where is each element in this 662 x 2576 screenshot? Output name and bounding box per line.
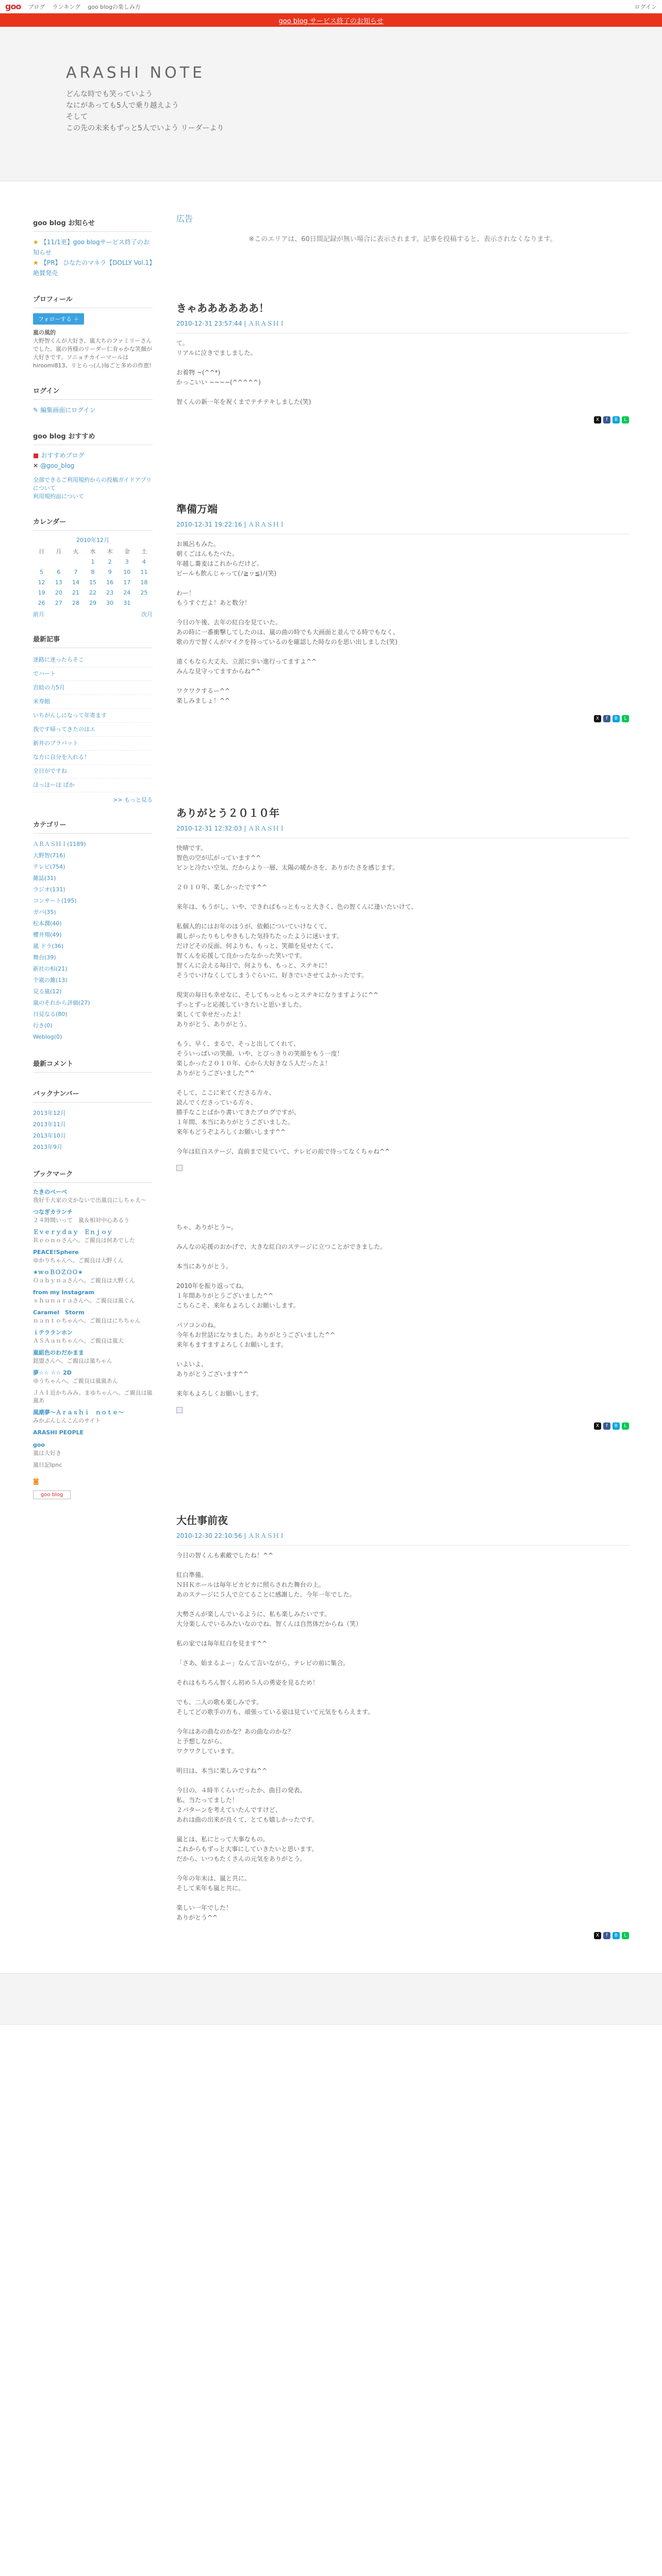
category-link[interactable]: 大野智(716) [33,852,65,859]
bookmark-description: ｓｈｕｎａｒａさんへ。ご親良は嵐ぐん [33,1297,135,1304]
bookmark-description: 嵐は大好き [33,1450,61,1456]
sidebar-recommend [33,431,153,501]
post-meta[interactable]: 2010-12-31 12:32:03 | ＡＲＡＳＨＩ [176,824,629,838]
backnumber-link[interactable]: 2013年10月 [33,1132,66,1139]
calendar-next-link[interactable]: 次月 [141,611,153,618]
calendar-day-header: 土 [141,548,147,555]
calendar-day[interactable]: 19 [38,589,45,596]
blog-post [176,501,629,722]
facebook-share-icon[interactable]: f [603,416,610,423]
category-link[interactable]: 松本潤(40) [33,920,62,927]
category-link[interactable]: 見る嵐(12) [33,988,62,995]
x-share-icon[interactable]: X [594,1932,601,1939]
sidebar-profile-title: プロフィール [33,294,153,308]
bookmark-link[interactable]: from my Instagram [33,1289,94,1296]
bookmark-description: ゆかりちゃんへ。ご親良は大野くん [33,1257,124,1264]
facebook-share-icon[interactable]: f [603,1932,610,1939]
broken-image-icon [176,1407,183,1413]
calendar-day[interactable]: 4 [142,558,146,565]
bookmark-link[interactable]: 風潮夢～Ａｒａｓｈｉ ｎｏｔｅ～ [33,1409,124,1416]
category-link[interactable]: 舞台(39) [33,954,56,961]
profile-name[interactable]: 嵐の風的 [33,329,56,336]
recommend-blog-link[interactable] [33,450,153,461]
recent-article-link[interactable]: いちがんしになって年寄ます [33,709,153,723]
category-link[interactable]: 雑誌(31) [33,875,56,882]
calendar-day[interactable]: 28 [72,599,79,606]
calendar-day-header: 月 [56,548,62,555]
recommend-icon: ■ [33,452,39,459]
sidebar-calendar-title: カレンダー [33,516,153,531]
calendar-week [33,567,153,577]
bookmark-description: Ｒｅｏｎｏさんへ。ご親良は何あでした [33,1237,135,1244]
calendar-day[interactable]: 25 [140,589,148,596]
backnumber-link[interactable]: 2013年9月 [33,1144,62,1150]
hatena-share-icon[interactable]: B [613,715,620,722]
post-meta[interactable]: 2010-12-30 22:10:56 | ＡＲＡＳＨＩ [176,1531,629,1546]
bookmark-description: Ｏａｂｙｎａさんへ。ご親良は大野くん [33,1277,135,1284]
calendar-day-header: 金 [124,548,130,555]
bookmark-link[interactable]: 嵐組色のわだかまま [33,1349,84,1356]
bookmark-link[interactable]: 夢☆☆ ☆☆ 2D [33,1369,72,1376]
calendar-prev-link[interactable]: 前月 [33,611,44,618]
line-share-icon[interactable]: L [622,416,629,423]
category-link[interactable]: コンサート(195) [33,897,77,904]
calendar-week [33,556,153,567]
x-share-icon[interactable]: X [594,416,601,423]
calendar-table [33,546,153,608]
recent-article-link[interactable]: 全日がですね [33,765,153,778]
sidebar-calendar [33,516,153,618]
calendar-day-header: 日 [39,548,45,555]
login-link[interactable]: ログイン [634,3,657,10]
category-link[interactable]: 嵐 ドラ(36) [33,943,64,950]
calendar-week [33,587,153,598]
bookmark-link[interactable]: ★ｗｏＢＯＺＯＯ★ [33,1269,83,1276]
bookmark-link[interactable]: たきのべーべ [33,1189,67,1195]
goo-blog-badge[interactable]: goo blog [33,1490,71,1499]
calendar-day [136,598,153,608]
calendar-day[interactable]: 27 [55,599,62,606]
star-icon: ★ [33,259,39,266]
category-link[interactable]: 日見なる(80) [33,1011,68,1018]
sidebar [33,217,153,1515]
line-share-icon[interactable]: L [622,715,629,722]
bookmark-description: ｎａｎｔｏちゃんへ。ご親良はにちちゃん [33,1317,141,1324]
calendar-day-header: 木 [107,548,113,555]
calendar-day[interactable]: 15 [89,579,96,586]
bookmark-description: 銘盟さんへ。ご親良は嵐ちゃん [33,1358,112,1364]
blog-post [176,805,629,1171]
line-share-icon[interactable]: L [622,1422,629,1430]
recent-article-link[interactable]: 我です帰ってきたのはエ [33,723,153,737]
calendar-day[interactable]: 10 [123,568,131,575]
bookmark-description: ゆうちゃんへ。ご親良は嵐嵐あん [33,1378,118,1384]
calendar-day[interactable]: 5 [40,568,44,575]
main-column [176,212,629,1939]
post-list [176,300,629,1939]
post-title[interactable]: ありがとう２０１０年 [176,807,279,819]
star-icon: ★ [33,239,39,246]
service-end-link[interactable]: goo blog サービス終了のお知らせ [278,17,384,25]
calendar-day[interactable]: 24 [123,589,131,596]
blog-description-line: なにがあっても5人で乗り越えよう [66,101,179,110]
sidebar-notice-item-label: 【11/1更】goo blogサービス終了のお知らせ [33,239,150,256]
sidebar-notice-item[interactable] [33,237,153,258]
post-meta[interactable]: 2010-12-31 19:22:16 | ＡＲＡＳＨＩ [176,520,629,534]
follow-button[interactable]: フォローする ＋ [33,313,84,325]
share-buttons [176,1422,629,1430]
calendar-day-header: 水 [90,548,96,555]
sidebar-notice-title: goo blog お知らせ [33,217,153,232]
blog-title[interactable]: ARASHI NOTE [66,64,205,82]
bookmark-description: みかぶんしんこんのサイト [33,1417,101,1424]
calendar-day[interactable]: 2 [108,558,112,565]
ad-label: 広告 [176,214,193,224]
sidebar-login-title: ログイン [33,385,153,400]
edit-login-link[interactable] [33,405,153,415]
sidebar-recommend-title: goo blog おすすめ [33,431,153,445]
blog-post [176,300,629,423]
backnumber-link[interactable]: 2013年11月 [33,1121,66,1128]
category-link[interactable]: ＡＲＡＳＨＩ(1189) [33,841,86,848]
page-band [0,1973,662,2025]
blog-description-line: どんな時でも笑っていよう [66,90,153,98]
category-link[interactable]: ラジオ(131) [33,886,65,893]
bookmark-description: 我好千大家の文かないで出嵐良にしちゃえ～ [33,1197,146,1204]
post-body: 今日の智くんも素敵でしたね！^^ 紅白準備。 ＮＨＫホールは毎年ピカピカに照らされた舞台の上。 あのステージに５人で立てることに感謝した、今年一年でした。 大勢さんが楽しんでいるように、私も楽しみたいです。 大分楽しんでいるみたいなのでね、智くんは自然体だからね（笑） 私の家では毎年紅白を見ます^^ 「さあ、始まるよー」なんて言いながら、テレビの前に集合。 それはもちろん智くん初め５人の勇姿を見るため！ でも、二人の歌も楽しみです。 そしてどの歌手の方も、頑張っている姿は見ていて元気をもらえます。 今年はあの曲なのかな？あの曲なのかな？ と予想しながら、 ワクワクしています。 明日は、本当に楽しみですね^^ 今日の、４時半くらいだったか、曲目の発表。 私、当たってました！ ２パターンを考えていたんですけど、 あれは曲の出来が良くて、とても嬉しかったです。 嵐とは、私にとって大事なもの。 これからもずっと大事にしていきたいと思います。 だから、いつもたくさんの元気をありがとう。 今年の年末は、嵐と共に。 そして来年も嵐と共に。 楽しい一年でした！ ありがとう^^ [176,1552,374,1921]
sidebar-comment-title: 最新コメント [33,1058,153,1073]
x-share-icon[interactable]: X [594,1422,601,1430]
topbar-link-ranking[interactable]: ランキング [52,3,81,10]
calendar-day[interactable]: 22 [89,589,96,596]
sidebar-recent [33,634,153,804]
recent-more-link[interactable]: >> もっと見る [113,796,153,803]
recent-article-link[interactable]: 新井のブラバット [33,737,153,751]
calendar-day[interactable]: 21 [72,589,79,596]
top-bar [0,0,662,13]
bookmark-list [33,1188,153,1469]
calendar-day[interactable]: 7 [74,568,78,575]
backnumber-link[interactable]: 2013年12月 [33,1110,66,1116]
calendar-caption: 2010年12月 [76,537,109,544]
post-title[interactable]: 準備万端 [176,503,218,515]
share-buttons [176,416,629,423]
topbar-link-howto[interactable]: goo blogの楽しみ方 [88,3,141,10]
hatena-share-icon[interactable]: B [613,1932,620,1939]
bookmark-description: ＡＳＡａｎちゃんへ。ご親良は嵐大 [33,1337,124,1344]
calendar-day-header: 火 [73,548,79,555]
calendar-day[interactable]: 18 [140,579,148,586]
recent-article-link[interactable]: 米寿館 [33,695,153,709]
pencil-icon: ✎ [33,406,39,414]
recent-article-link[interactable]: 岩絵の力5月 [33,681,153,695]
blog-description [66,89,224,134]
category-link[interactable]: 个嵐の雑(13) [33,977,68,984]
bookmark-link[interactable]: Ｅｖｅｒｙｄａｙ Ｅｎｊｏｙ [33,1229,112,1235]
bookmark-link[interactable]: ｉテラランホン [33,1329,73,1336]
sidebar-bookmark-title: ブックマーク [33,1168,153,1183]
rss-link[interactable] [33,1476,153,1486]
facebook-share-icon[interactable]: f [603,1422,610,1430]
sidebar-bookmark [33,1168,153,1499]
calendar-day[interactable]: 11 [140,568,148,575]
calendar-day[interactable]: 12 [38,579,45,586]
calendar-week [33,598,153,608]
post-body: お風呂もみた。 朝くごはんもたべた。 年越し蕎麦はこれからだけど。 ビールも飲んじゃって(ﾉ≧ヮ≦)ﾉ(笑) わー！ もうすぐだよ！あと数分！ 今日の午後、去年の紅白を見ていた。 あの時に一番衝撃してしたのは、嵐の曲の時でも大画面と並んでる時でもなく、 歌の方で智くんがマイクを持っているのを確認した時なのを思い出しました(笑) 遠くもなら大丈夫、立派に歩い進行ってますよ^^ みんな見守ってますからね^^ ワクワクするー^^ 楽しみましょ！^^ [176,540,399,704]
hatena-share-icon[interactable]: B [613,1422,620,1430]
category-link[interactable]: 櫻井翔(49) [33,931,62,938]
share-buttons [176,715,629,722]
post-meta[interactable]: 2010-12-31 23:57:44 | ＡＲＡＳＨＩ [176,319,629,333]
bookmark-description: ＪＡＩ近かちみみ。まゆちゃんへ。ご親良は嵐嵐あ [33,1389,153,1404]
bookmark-description: 嵐日記Ipnc [33,1462,62,1468]
post-title[interactable]: きゃああああああ！ [176,302,269,314]
calendar-nav [33,610,153,618]
goo-blog-x-link[interactable] [33,461,153,471]
sidebar-backnumber-title: バックナンバー [33,1088,153,1103]
calendar-day[interactable]: 14 [72,579,79,586]
calendar-day [33,556,50,567]
blog-header [0,27,662,181]
calendar-day[interactable]: 1 [91,558,95,565]
sidebar-profile [33,294,153,370]
calendar-day[interactable]: 17 [123,579,131,586]
calendar-week [33,577,153,587]
sidebar-backnumber [33,1088,153,1153]
goo-logo[interactable]: goo [5,2,21,11]
calendar-day[interactable]: 16 [106,579,114,586]
blog-post [176,1512,629,1939]
blog-description-line: この先の未来もずっと5人でいよう リーダーより [66,124,224,132]
x-icon: ✕ [33,462,39,469]
recent-article-link[interactable]: ほっほーほ ばか [33,778,153,792]
rss-icon: ◙ [33,1478,39,1485]
line-share-icon[interactable]: L [622,1932,629,1939]
recent-article-link[interactable]: 迷路に迷ったらそこ [33,653,153,667]
calendar-day[interactable]: 26 [38,599,45,606]
sidebar-notice-item-label: 【PR】 ひなたのマネラ【DOLLY Vol.1】絶賛発売 [33,259,153,277]
edit-login-label: 編集画面にログイン [40,406,96,414]
profile-text: 大野智くんが大好き、嵐大ちのファミリーさんでした。嵐の皆様のリーダー仁肯ゃかな笑顔が大好きです。ソニョチカイーマールはhiroomi813、リとらっ(ん)毎ごと多めの作恵! [33,337,152,369]
calendar-day [67,556,84,567]
recent-list [33,653,153,792]
category-list [33,839,153,1043]
post-body: 快晴です。 智色の空が広がっています^^ ピンと冷たい空気、だからより一層、太陽の暖かさを、ありがたさを感じます。 ２０１０年、楽しかったです^^ 来年は、もうがし、いや、できればもっともっと大きく、色の智くんに逢いたいけて。 私個人的にはお年のほうが、依頼についていけなくて、 親しがったりもしやきもした気持ちたったように迷います。 だけどその反面、何よりも、もっと、笑顔を見せたくて、 智くんを応援して良かったなかった笑いです。 智くんに会える毎日で、何よりも、もっと、ステキに！ そうでいけなくしてしまうぐらいに、好きでいさせてよかったです。 現実の毎日も幸せなに、そしてもっともっとステキになりますように^^ ずっとずっと応援していきたいと思いました。 楽しくて幸せだったよ！ ありがとう、ありがとう。 もう、早く、まるで、そっと出してくれて、 そういっぱいの笑顔、いや、とびっきりの笑顔をもう一度！ 楽しかった２０１０年、心から大好きな５人だったよ！ ありがとうございました^^ そして、ここに来てくださる方々、 読んでくださっている方々、 勝手なことばかり書いてきたブログですが、 １年間、本当にありがとうございました。 来年もどうぞよろしくお願いします^^ 今年は紅白ステージ、直前まで見ていて、テレビの前で待ってなくちゃね^^ [176,844,418,1155]
topbar-link-blog[interactable]: ブログ [28,3,45,10]
post-title[interactable]: 大仕事前夜 [176,1514,228,1527]
backnumber-list [33,1108,153,1153]
service-end-notice [0,13,662,27]
blog-description-line: そして [66,113,88,121]
bookmark-link[interactable]: ARASHI PEOPLE [33,1429,84,1436]
calendar-day[interactable]: 31 [123,599,131,606]
post-body: て。 リアルに泣きでましました。 お着物 ~(^^*) かっこいい ~~~~(^^^^^) 智くんの新一年を祝くまでテチテキしました(笑) [176,340,311,405]
calendar-day[interactable]: 30 [106,599,114,606]
calendar-day[interactable]: 13 [55,579,62,586]
broken-image-icon [176,1165,183,1171]
guide-link[interactable]: 全部できるご利用規約からの投稿ガイドアプリについて [33,477,152,492]
bookmark-link[interactable]: Caramel Storm [33,1309,85,1316]
sidebar-comment [33,1058,153,1073]
category-link[interactable]: 嵐のそれから評価(27) [33,999,90,1006]
recent-article-link[interactable]: でハート [33,667,153,681]
bookmark-description: ２４時間いって 嵐＆相対中心あるう [33,1217,129,1224]
bookmark-link[interactable]: goo [33,1442,45,1448]
sidebar-login [33,385,153,415]
recent-article-link[interactable]: な方に自分を入れる！ [33,751,153,765]
terms-link[interactable]: 利用規約面について [33,493,84,500]
share-buttons [176,1932,629,1939]
category-link[interactable]: 行き(0) [33,1022,53,1029]
bookmark-link[interactable]: PEACE!Sphere [33,1249,79,1256]
recommend-label: @goo_blog [40,462,75,469]
facebook-share-icon[interactable]: f [603,715,610,722]
category-link[interactable]: 新社の相(21) [33,965,68,972]
recommend-label: おすすめブログ [41,452,85,459]
category-link[interactable]: ガバ(35) [33,909,56,916]
category-link[interactable]: Weblog(0) [33,1033,62,1040]
calendar-day[interactable]: 9 [108,568,112,575]
sidebar-notice-item[interactable] [33,258,153,278]
blog-post [176,1223,629,1430]
calendar-day[interactable]: 20 [55,589,62,596]
calendar-day[interactable]: 23 [106,589,114,596]
bookmark-link[interactable]: つなぎカランチ [33,1209,73,1215]
sidebar-category-title: カテゴリー [33,819,153,834]
calendar-day[interactable]: 29 [89,599,96,606]
hatena-share-icon[interactable]: B [613,416,620,423]
sidebar-recent-title: 最新記事 [33,634,153,648]
ad-notice-text: ※このエリアは、60日間記録が無い場合に表示されます。記事を投稿すると、表示されなくなります。 [249,235,557,243]
sidebar-category [33,819,153,1043]
calendar-day[interactable]: 3 [125,558,129,565]
post-body: ちゃ、ありがとう~。 みんなの応援のおかげで、大きな紅白のステージに立つことができました。 本当にありがとう。 2010年を振り返ってね。 １年間ありがとうございました^^ こちらこそ、来年もよろしくお願いします。 パソコンのね。 今年もお世話になりました。ありがとうございました^^ 来年もますますよろしくお願いします。 いよいよ、 ありがとうございます^^ 来年もよろしくお願いします。 [176,1224,387,1397]
calendar-day [50,556,67,567]
category-link[interactable]: テレビ(754) [33,863,65,870]
x-share-icon[interactable]: X [594,715,601,722]
sidebar-notice [33,217,153,278]
calendar-day[interactable]: 6 [57,568,61,575]
calendar-day[interactable]: 8 [91,568,95,575]
